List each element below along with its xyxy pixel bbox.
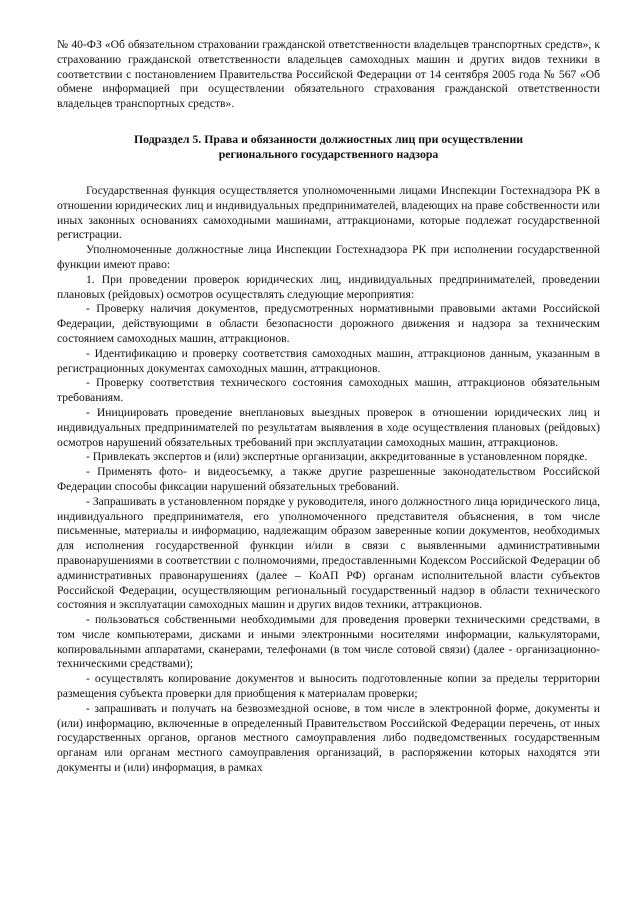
paragraph-unscheduled-checks: - Инициировать проведение внеплановых выездных проверок в отношении юридических лиц и индивидуальных предпринимателей по результатам выявления в ходе осуществления плановых (рейдовых) осмотров нарушений обязательных требований при эксплуатации самоходных машин, аттракционов.: [57, 405, 600, 449]
paragraph-copying: - осуществлять копирование документов и выносить подготовленные копии за пределы территории размещения субъекта проверки для приобщения к материалам проверки;: [57, 672, 600, 701]
paragraph-scope: Государственная функция осуществляется уполномоченными лицами Инспекции Гостехнадзора РК в отношении юридических лиц и индивидуальных предпринимателей, владеющих на праве собственности или иных законных основаниях самоходными машинами, аттракционами, которые подлежат государственной регистрации.: [57, 183, 600, 242]
paragraph-photo-video: - Применять фото- и видеосъемку, а также другие разрешенные законодательством Российской Федерации способы фиксации нарушений обязательных требований.: [57, 465, 600, 493]
section-heading-line-2: регионального государственного надзора: [218, 146, 439, 161]
paragraph-rights-intro: Уполномоченные должностные лица Инспекции Гостехнадзора РК при исполнении государственной функции имеют право:: [57, 243, 600, 271]
paragraph-check-documents: - Проверку наличия документов, предусмотренных нормативными правовыми актами Российской Федерации, действующими в области безопасности дорожного движения и надзора за техническим состоянием самоходных машин, аттракционов.: [57, 302, 600, 345]
paragraph-experts: - Привлекать экспертов и (или) экспертные организации, аккредитованные в установленном порядке.: [86, 450, 588, 464]
paragraph-request-explanations: - Запрашивать в установленном порядке у руководителя, иного должностного лица юридического лица, индивидуального предпринимателя, его уполномоченного представителя объяснения, в том числе письменные, материалы и информацию, надлежащим образом заверенные копии документов, необходимых для исполнения государственной функции и/или в связи с выявленными административными правонарушениями в соответствии с полномочиями, предоставленными Кодексом Российской Федерации об административных правонарушениях (далее – КоАП РФ) органам исполнительной власти субъектов Российской Федерации, осуществляющим региональный государственный надзор в области технического состояния и эксплуатации самоходных машин и других видов техники, аттракционов.: [57, 494, 600, 612]
paragraph-technical-means: - пользоваться собственными необходимыми для проведения проверки техническими средствами, в том числе компьютерами, дисками и иными электронными носителями информации, калькуляторами, копировальными аппаратами, сканерами, телефонами (в том числе сотовой связи) (далее - организационно-техническими средствами);: [57, 613, 600, 671]
section-heading-line-1: Подраздел 5. Права и обязанности должностных лиц при осуществлении: [133, 131, 524, 146]
section-heading: [57, 132, 600, 162]
paragraph-identification: - Идентификацию и проверку соответствия самоходных машин, аттракционов данным, указанным в регистрационных документах самоходных машин, аттракционов.: [57, 346, 600, 375]
paragraph-technical-check: - Проверку соответствия технического состояния самоходных машин, аттракционов обязательным требованиям.: [57, 376, 600, 405]
paragraph-item-1: 1. При проведении проверок юридических лиц, индивидуальных предпринимателей, проведении плановых (рейдовых) осмотров осуществлять следующие мероприятия:: [57, 272, 600, 301]
intro-paragraph: № 40-ФЗ «Об обязательном страховании гражданской ответственности владельцев транспортных средств», к страхованию гражданской ответственности владельцев самоходных машин и других видов техники в соответствии с постановлением Правительства Российской Федерации от 14 сентября 2005 года № 567 «Об обмене информацией при осуществлении обязательного страхования гражданской ответственности владельцев транспортных средств».: [57, 38, 600, 111]
paragraph-request-documents: - запрашивать и получать на безвозмездной основе, в том числе в электронной форме, документы и (или) информацию, включенные в определенный Правительством Российской Федерации перечень, от иных государственных органов, органов местного самоуправления либо подведомственных государственным органам или органам местного самоуправления организаций, в распоряжении которых находятся эти документы и (или) информация, в рамках: [57, 701, 600, 775]
